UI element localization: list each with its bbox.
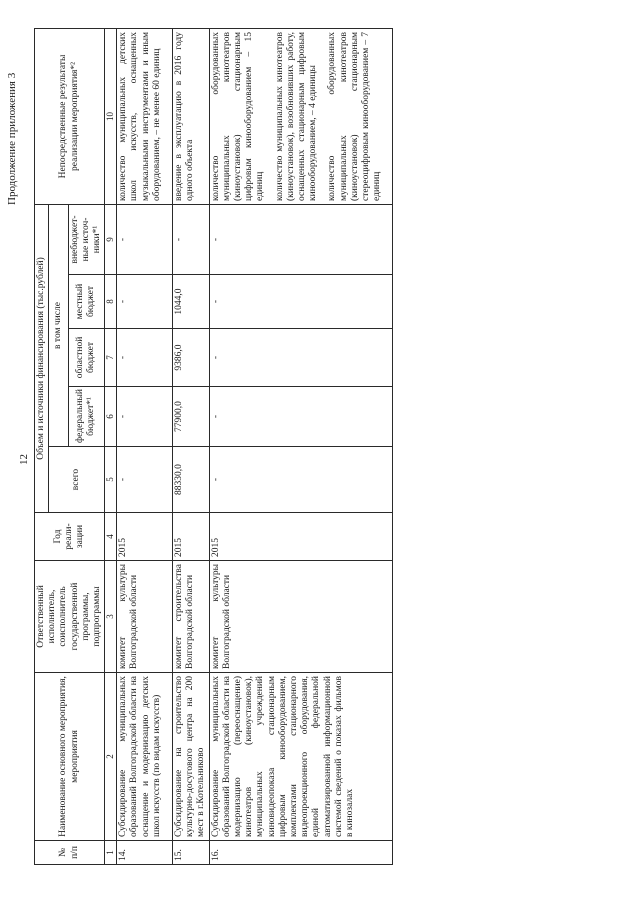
row-year: 2015 [117, 513, 173, 561]
header-total: всего [49, 447, 105, 513]
row-name: Субсидирование на строительство культурно-досугового центра на 200 мест в г.Котельниково [173, 673, 210, 841]
header-executor: Ответственный исполнитель, соисполнитель государственной программы, подпрограммы [35, 561, 105, 673]
table-body [117, 28, 393, 864]
table-row [117, 28, 173, 864]
row-year: 2015 [173, 513, 210, 561]
row-reg: 9386,0 [173, 329, 210, 387]
result-item: количество оборудованных муниципальных кинотеатров (киноустановок) стационарным цифровым кинооборудованием – 15 единиц [210, 31, 266, 201]
header-loc: местный бюджет [68, 275, 105, 329]
row-results [209, 28, 393, 204]
header-ext: внебюджет-ные источ-ники*¹ [68, 204, 105, 274]
appendix-continuation-label: Продолжение приложения 3 [6, 72, 18, 205]
row-ext: - [173, 204, 210, 274]
result-item: количество муниципальных кинотеатров (киноустановок), возобновивших работу, оснащенных стационарным цифровым кинооборудованием, – 4 единицы [274, 31, 319, 201]
header-num: № п/п [35, 841, 105, 865]
row-reg: - [209, 329, 393, 387]
result-item: введение в эксплуатацию в 2016 году одного объекта [174, 31, 196, 201]
row-fed: - [209, 387, 393, 447]
table-row [209, 28, 393, 864]
col-number: 2 [105, 673, 117, 841]
col-number: 6 [105, 387, 117, 447]
row-year: 2015 [209, 513, 393, 561]
financing-table [34, 28, 393, 865]
header-incl: в том числе [49, 204, 68, 446]
col-number: 9 [105, 204, 117, 274]
row-num: 16. [209, 841, 393, 865]
row-total: - [209, 447, 393, 513]
row-total: 88330,0 [173, 447, 210, 513]
col-number: 4 [105, 513, 117, 561]
header-fed: федеральный бюджет*¹ [68, 387, 105, 447]
row-reg: - [117, 329, 173, 387]
header-results: Непосредственные результаты реализации мероприятия*² [35, 28, 105, 204]
page-number: 12 [18, 454, 30, 465]
row-loc: - [117, 275, 173, 329]
row-loc: 1044,0 [173, 275, 210, 329]
col-number: 8 [105, 275, 117, 329]
row-executor: комитет культуры Волгоградской области [117, 561, 173, 673]
column-number-row [105, 28, 117, 864]
header-reg: областной бюджет [68, 329, 105, 387]
row-ext: - [209, 204, 393, 274]
row-executor: комитет культуры Волгоградской области [209, 561, 393, 673]
table-header [35, 28, 117, 864]
col-number: 7 [105, 329, 117, 387]
row-total: - [117, 447, 173, 513]
row-num: 14. [117, 841, 173, 865]
table-row [173, 28, 210, 864]
result-item: количество муниципальных детских школ искусств, оснащенных музыкальными инструментами и иным оборудованием, – не менее 60 единиц [118, 31, 162, 201]
row-executor: комитет строительства Волгоградской области [173, 561, 210, 673]
col-number: 5 [105, 447, 117, 513]
row-name: Субсидирование муниципальных образований Волгоградской области на модернизацию (переоснащение) кинотеатров (киноустановок), муниципальных учреждений киновидеопоказа стационарным цифровым кинооборудованием, комплектами стационарного видеопроекционного оборудования, единой федеральной автоматизированной информационной системой сведений о показах фильмов в кинозалах [209, 673, 393, 841]
row-num: 15. [173, 841, 210, 865]
row-fed: 77900,0 [173, 387, 210, 447]
result-item: количество оборудованных муниципальных кинотеатров (киноустановок) стационарным стереоцифровым кинооборудованием – 7 единиц [327, 31, 383, 201]
header-year: Год реали-зации [35, 513, 105, 561]
col-number: 3 [105, 561, 117, 673]
col-number: 1 [105, 841, 117, 865]
col-number: 10 [105, 28, 117, 204]
row-results [117, 28, 173, 204]
header-name: Наименование основного мероприятия, мероприятия [35, 673, 105, 841]
row-loc: - [209, 275, 393, 329]
row-name: Субсидирование муниципальных образований Волгоградской области на оснащение и модернизацию детских школ искусств (по видам искусств) [117, 673, 173, 841]
row-fed: - [117, 387, 173, 447]
row-ext: - [117, 204, 173, 274]
row-results [173, 28, 210, 204]
header-volume: Объем и источники финансирования (тыс.рублей) [35, 204, 49, 512]
